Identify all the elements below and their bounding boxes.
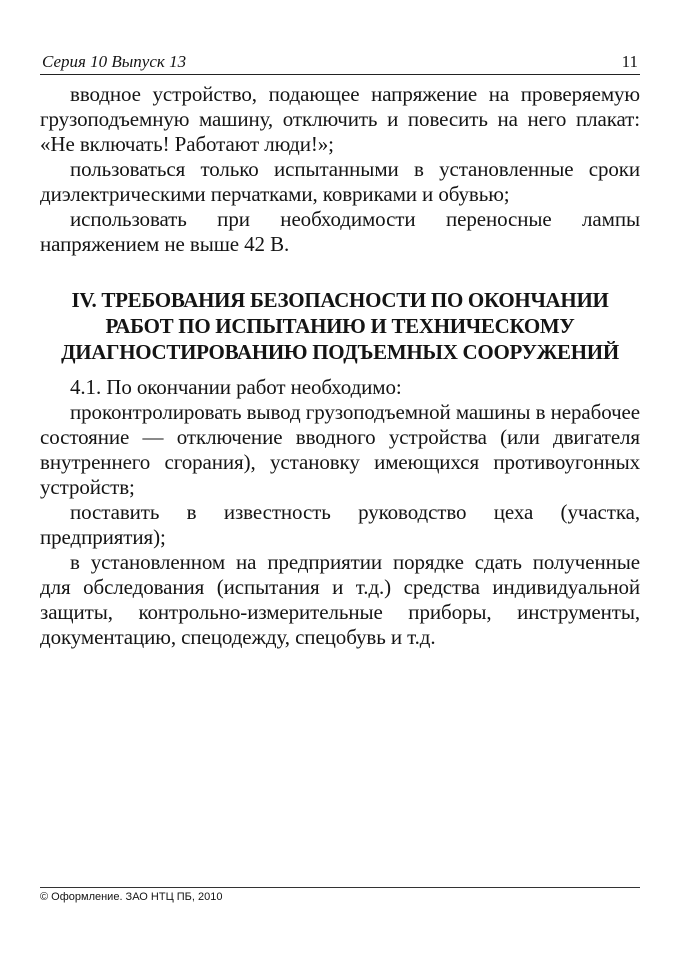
running-header [40,52,640,75]
paragraph: пользоваться только испытанными в установленные сроки диэлектрическими перчатками, ковриками и обувью; [40,157,640,206]
page-body [40,82,640,650]
page-footer [40,887,640,903]
copyright-notice: © Оформление. ЗАО НТЦ ПБ, 2010 [40,891,223,903]
paragraph: в установленном на предприятии порядке сдать полученные для обследования (испытания и т.д.) средства индивидуальной защиты, контрольно-измерительные приборы, инструменты, документацию, спецодежду, спецобувь и т.д. [40,550,640,649]
paragraph: вводное устройство, подающее напряжение на проверяемую грузоподъемную машину, отключить и повесить на него плакат: «Не включать! Работают люди!»; [40,82,640,156]
paragraph: поставить в известность руководство цеха (участка, предприятия); [40,500,640,549]
series-label: Серия 10 Выпуск 13 [42,52,187,71]
heading-line: IV. ТРЕБОВАНИЯ БЕЗОПАСНОСТИ ПО ОКОНЧАНИИ [71,288,609,312]
heading-line: ДИАГНОСТИРОВАНИЮ ПОДЪЕМНЫХ СООРУЖЕНИЙ [61,340,619,364]
paragraph: использовать при необходимости переносные лампы напряжением не выше 42 В. [40,207,640,256]
section-heading [40,287,640,365]
page-number: 11 [621,52,638,71]
heading-line: РАБОТ ПО ИСПЫТАНИЮ И ТЕХНИЧЕСКОМУ [105,314,575,338]
paragraph: проконтролировать вывод грузоподъемной машины в нерабочее состояние — отключение вводного устройства (или двигателя внутреннего сгорания), установку имеющихся противоугонных устройств; [40,400,640,499]
paragraph: 4.1. По окончании работ необходимо: [70,375,402,399]
